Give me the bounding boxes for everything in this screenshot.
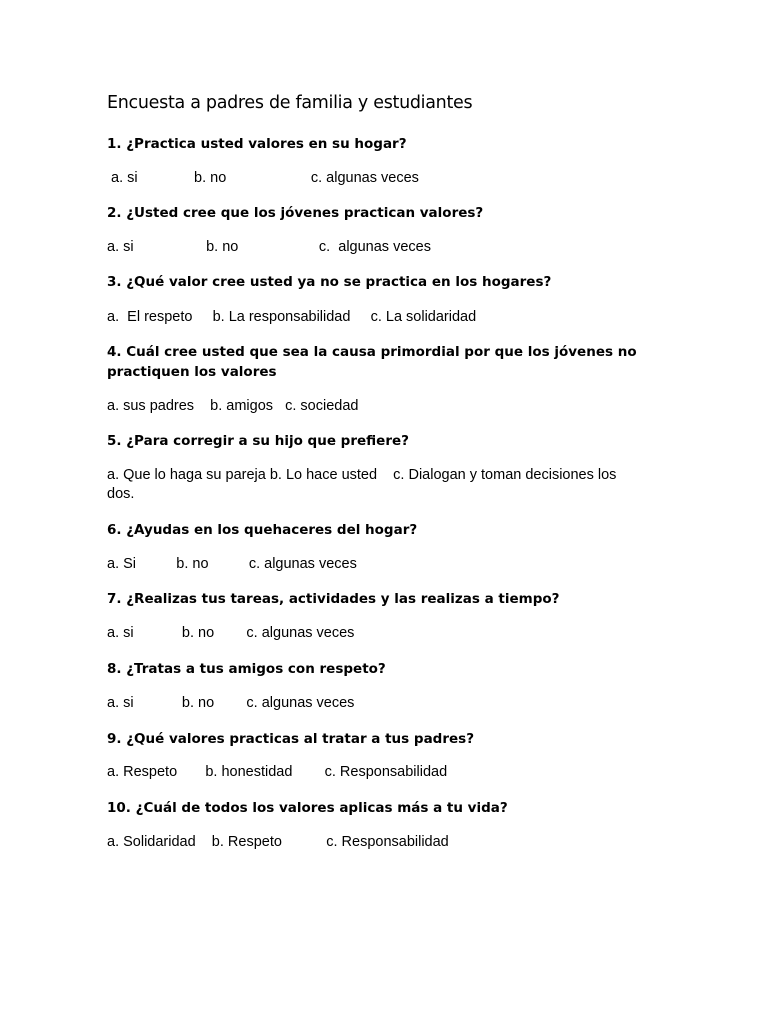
answers-2: a. si b. no c. algunas veces xyxy=(107,239,431,255)
answers-7: a. si b. no c. algunas veces xyxy=(107,625,355,641)
answers-1: a. si b. no c. algunas veces xyxy=(107,170,419,186)
answers-9: a. Respeto b. honestidad c. Responsabilidad xyxy=(107,764,448,780)
answers-10: a. Solidaridad b. Respeto c. Responsabilidad xyxy=(107,834,449,850)
answers-4: a. sus padres b. amigos c. sociedad xyxy=(107,398,359,414)
answers-8: a. si b. no c. algunas veces xyxy=(107,695,355,711)
answers-3: a. El respeto b. La responsabilidad c. La solidaridad xyxy=(107,309,477,325)
question-7: 7. ¿Realizas tus tareas, actividades y las realizas a tiempo? xyxy=(107,591,560,607)
question-4: 4. Cuál cree usted que sea la causa primordial por que los jóvenes no practiquen los valores xyxy=(107,344,637,380)
answers-6: a. Si b. no c. algunas veces xyxy=(107,556,357,572)
question-3: 3. ¿Qué valor cree usted ya no se practica en los hogares? xyxy=(107,274,552,290)
question-10: 10. ¿Cuál de todos los valores aplicas más a tu vida? xyxy=(107,800,508,816)
question-5: 5. ¿Para corregir a su hijo que prefiere? xyxy=(107,433,409,449)
question-2: 2. ¿Usted cree que los jóvenes practican valores? xyxy=(107,205,484,221)
question-9: 9. ¿Qué valores practicas al tratar a tus padres? xyxy=(107,731,475,747)
question-8: 8. ¿Tratas a tus amigos con respeto? xyxy=(107,661,386,677)
document-title: Encuesta a padres de familia y estudiantes xyxy=(107,93,473,113)
question-1: 1. ¿Practica usted valores en su hogar? xyxy=(107,136,407,152)
answers-5: a. Que lo haga su pareja b. Lo hace usted c. Dialogan y toman decisiones los dos. xyxy=(107,467,621,502)
question-6: 6. ¿Ayudas en los quehaceres del hogar? xyxy=(107,522,418,538)
